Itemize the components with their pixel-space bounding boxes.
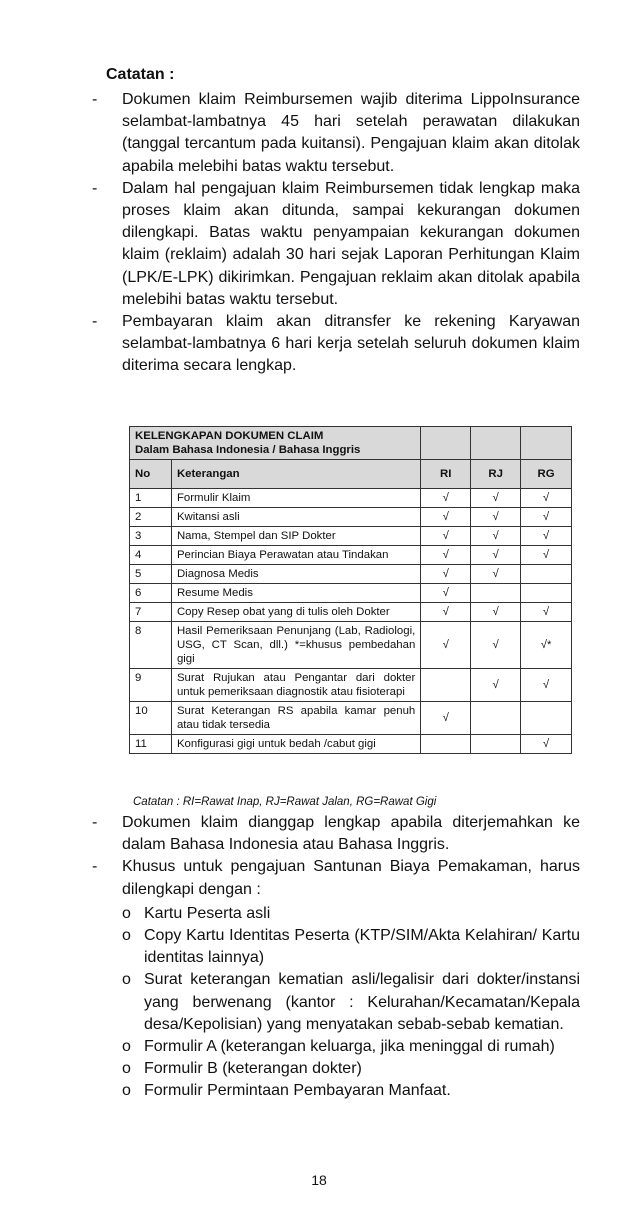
table-row [130, 508, 572, 527]
table-row [130, 584, 572, 603]
col-header-rj: RJ [471, 460, 521, 489]
col-header-no: No [130, 460, 172, 489]
circle-bullet-icon: o [122, 1082, 131, 1100]
sub-item-text: Copy Kartu Identitas Peserta (KTP/SIM/Akta Kelahiran/ Kartu identitas lainnya) [144, 927, 580, 967]
table-row [130, 546, 572, 565]
sub-item-text: Formulir Permintaan Pembayaran Manfaat. [144, 1082, 451, 1100]
sub-list-item [122, 1058, 580, 1080]
row-ri: √ [421, 546, 471, 565]
row-ri: √ [421, 584, 471, 603]
row-rg [521, 584, 572, 603]
row-no: 11 [130, 735, 172, 754]
row-ri: √ [421, 565, 471, 584]
row-ri: √ [421, 622, 471, 669]
table-row [130, 565, 572, 584]
row-no: 5 [130, 565, 172, 584]
row-ri [421, 735, 471, 754]
row-rg: √ [521, 489, 572, 508]
row-no: 10 [130, 702, 172, 735]
sub-item-text: Kartu Peserta asli [144, 904, 271, 922]
row-ri: √ [421, 527, 471, 546]
table-row [130, 622, 572, 669]
row-ri: √ [421, 603, 471, 622]
bullet-dash: - [92, 91, 98, 108]
row-rg [521, 565, 572, 584]
table-footnote: Catatan : RI=Rawat Inap, RJ=Rawat Jalan, RG=Rawat Gigi [133, 796, 437, 808]
row-no: 4 [130, 546, 172, 565]
bullet-dash: - [92, 313, 98, 331]
row-no: 7 [130, 603, 172, 622]
row-desc: Nama, Stempel dan SIP Dokter [171, 527, 420, 546]
table-row [130, 527, 572, 546]
circle-bullet-icon: o [122, 971, 131, 989]
row-rj [471, 735, 521, 754]
notes-heading: Catatan : [106, 66, 175, 83]
document-requirements-table [129, 426, 572, 754]
row-desc: Diagnosa Medis [171, 565, 420, 584]
row-ri [421, 669, 471, 702]
table-title-row [130, 427, 572, 460]
row-desc: Copy Resep obat yang di tulis oleh Dokter [171, 603, 420, 622]
row-rg: √ [521, 603, 572, 622]
notes-list-bottom [92, 812, 580, 1103]
row-rj [471, 584, 521, 603]
requirement-sublist [122, 903, 580, 1103]
list-item [92, 311, 580, 378]
row-no: 9 [130, 669, 172, 702]
row-rg: √ [521, 669, 572, 702]
page-number: 18 [311, 1172, 327, 1188]
circle-bullet-icon: o [122, 1038, 131, 1056]
row-no: 8 [130, 622, 172, 669]
row-rg: √ [521, 546, 572, 565]
row-rj: √ [471, 622, 521, 669]
row-desc: Hasil Pemeriksaan Penunjang (Lab, Radiologi, USG, CT Scan, dll.) *=khusus pembedahan gigi [171, 622, 420, 669]
col-header-rg: RG [521, 460, 572, 489]
note-text: Dokumen klaim Reimbursemen wajib diterima LippoInsurance selambat-lambatnya 45 hari setelah perawatan dilakukan (tanggal tercantum pada kuitansi). Pengajuan klaim akan ditolak apabila melebihi batas waktu tersebut. [122, 91, 580, 175]
bullet-dash: - [92, 179, 98, 197]
list-item [92, 812, 580, 856]
row-desc: Surat Rujukan atau Pengantar dari dokter untuk pemeriksaan diagnostik atau fisioterapi [171, 669, 420, 702]
notes-list-top [92, 89, 580, 378]
table-row [130, 489, 572, 508]
circle-bullet-icon: o [122, 927, 131, 945]
sub-list-item [122, 1036, 580, 1058]
col-header-ri: RI [421, 460, 471, 489]
row-no: 2 [130, 508, 172, 527]
row-no: 1 [130, 489, 172, 508]
row-ri: √ [421, 508, 471, 527]
circle-bullet-icon: o [122, 904, 131, 922]
row-rj: √ [471, 603, 521, 622]
row-rg: √* [521, 622, 572, 669]
list-item [92, 178, 580, 311]
note-text: Dokumen klaim dianggap lengkap apabila diterjemahkan ke dalam Bahasa Indonesia atau Bahasa Inggris. [122, 814, 580, 854]
row-rj: √ [471, 527, 521, 546]
table-row [130, 603, 572, 622]
row-desc: Perincian Biaya Perawatan atau Tindakan [171, 546, 420, 565]
row-rj: √ [471, 546, 521, 565]
table-row [130, 735, 572, 754]
sub-item-text: Formulir A (keterangan keluarga, jika meninggal di rumah) [144, 1038, 555, 1056]
bullet-dash: - [92, 814, 98, 831]
sub-list-item [122, 903, 580, 925]
row-rg: √ [521, 735, 572, 754]
row-rj [471, 702, 521, 735]
note-text: Khusus untuk pengajuan Santunan Biaya Pemakaman, harus dilengkapi dengan : [122, 858, 580, 898]
row-rj: √ [471, 508, 521, 527]
table-header-row [130, 460, 572, 489]
row-desc: Konfigurasi gigi untuk bedah /cabut gigi [171, 735, 420, 754]
row-rj: √ [471, 669, 521, 702]
row-rg: √ [521, 508, 572, 527]
row-desc: Resume Medis [171, 584, 420, 603]
sub-item-text: Formulir B (keterangan dokter) [144, 1060, 362, 1078]
row-rg [521, 702, 572, 735]
circle-bullet-icon: o [122, 1060, 131, 1078]
note-text: Pembayaran klaim akan ditransfer ke rekening Karyawan selambat-lambatnya 6 hari kerja setelah seluruh dokumen klaim diterima secara lengkap. [122, 313, 580, 375]
row-ri: √ [421, 702, 471, 735]
row-no: 6 [130, 584, 172, 603]
row-desc: Kwitansi asli [171, 508, 420, 527]
sub-item-text: Surat keterangan kematian asli/legalisir dari dokter/instansi yang berwenang (kantor : Kelurahan/Kecamatan/Kepala desa/Kepolisian) yang menyatakan sebab-sebab kematian. [144, 971, 580, 1033]
list-item [92, 856, 580, 1102]
table-row [130, 669, 572, 702]
table-row [130, 702, 572, 735]
sub-list-item [122, 1080, 580, 1102]
sub-list-item [122, 969, 580, 1036]
row-desc: Formulir Klaim [171, 489, 420, 508]
row-no: 3 [130, 527, 172, 546]
bullet-dash: - [92, 858, 98, 876]
row-desc: Surat Keterangan RS apabila kamar penuh atau tidak tersedia [171, 702, 420, 735]
sub-list-item [122, 925, 580, 969]
row-rj: √ [471, 565, 521, 584]
note-text: Dalam hal pengajuan klaim Reimbursemen tidak lengkap maka proses klaim akan ditunda, sampai kekurangan dokumen dilengkapi. Batas waktu penyampaian kekurangan dokumen klaim (reklaim) adalah 30 hari sejak Laporan Perhitungan Klaim (LPK/E-LPK) dikirimkan. Pengajuan reklaim akan ditolak apabila melebihi batas waktu tersebut. [122, 179, 580, 308]
row-rg: √ [521, 527, 572, 546]
table-title [130, 427, 421, 460]
table-title-line: KELENGKAPAN DOKUMEN CLAIM [135, 430, 324, 442]
col-header-keterangan: Keterangan [171, 460, 420, 489]
table-subtitle-line: Dalam Bahasa Indonesia / Bahasa Inggris [135, 444, 361, 456]
row-ri: √ [421, 489, 471, 508]
row-rj: √ [471, 489, 521, 508]
list-item [92, 89, 580, 178]
